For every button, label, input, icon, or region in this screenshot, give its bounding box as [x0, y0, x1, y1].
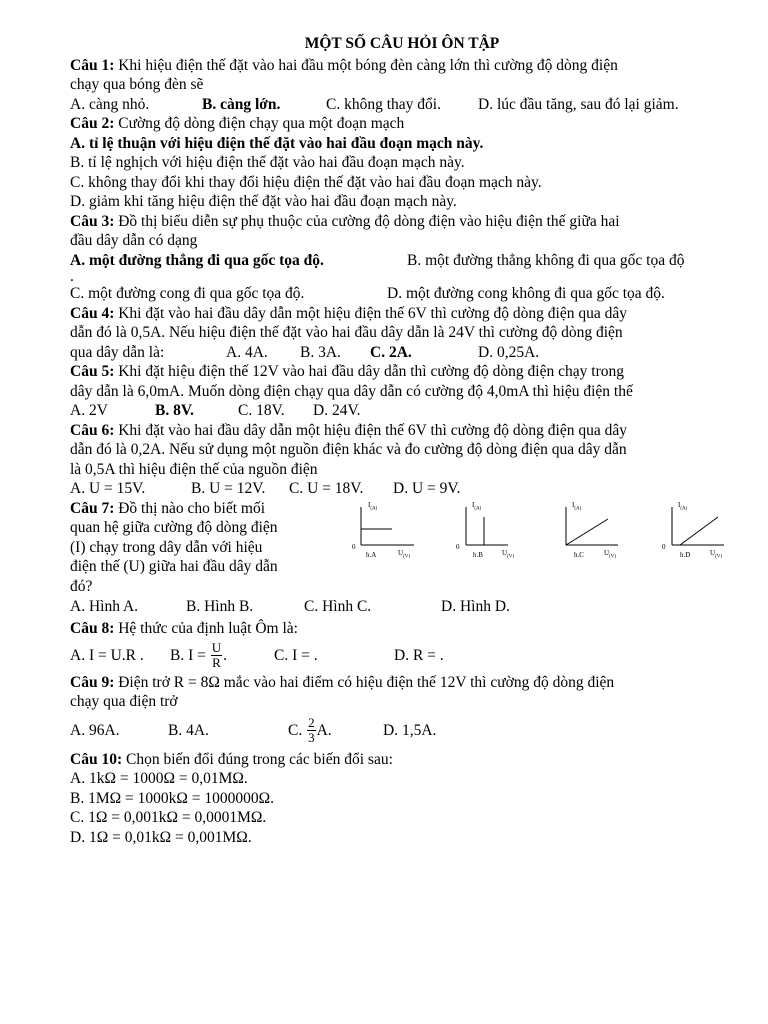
option-b: B. Hình B. [186, 597, 254, 615]
question-text-continued: dẫn đó là 0,5A. Nếu hiệu điện thế đặt vào hai đầu dây dẫn là 24V thì cường độ dòng điện [70, 324, 623, 341]
question-label: Câu 3: [70, 212, 115, 230]
option-c [288, 714, 383, 748]
option-b-suffix: . [223, 646, 228, 664]
option-b: B. 1MΩ = 1000kΩ = 1000000Ω. [70, 789, 275, 807]
question-6 [70, 421, 734, 441]
option-c-prefix: C. [288, 721, 303, 739]
fraction-numerator: 2 [308, 715, 315, 731]
origin-label: 0 [352, 542, 356, 551]
option-d: D. 1,5A. [383, 721, 437, 739]
question-text: Cường độ dòng điện chạy qua một đoạn mạch [114, 115, 405, 132]
graph-line [680, 517, 718, 545]
fraction-two-thirds [307, 716, 316, 745]
option-c: C. 18V. [238, 402, 285, 419]
stray-dot: . [70, 268, 74, 285]
question-text-continued: dẫn đó là 0,2A. Nếu sử dụng một nguồn điện khác và đo cường độ dòng điện qua dây dẫn [70, 441, 627, 458]
graph-caption: h.B [473, 550, 483, 559]
graph-line [566, 519, 608, 545]
question-1 [70, 56, 734, 76]
u-axis-label: $U_{(V)}$ [604, 548, 617, 559]
answer-options [70, 343, 734, 363]
option-a: A. càng nhỏ. [70, 95, 150, 113]
answer-options [70, 597, 734, 617]
question-7-text [70, 499, 322, 597]
option-d: D. U = 9V. [393, 480, 461, 497]
option-c: C. I = . [274, 646, 318, 664]
answer-options [70, 284, 734, 304]
answer-options [70, 95, 734, 115]
i-axis-label: $I_{(A)}$ [572, 500, 582, 511]
question-label: Câu 6: [70, 421, 115, 439]
option-d: D. 1Ω = 0,01kΩ = 0,001MΩ. [70, 828, 252, 846]
origin-label: 0 [456, 542, 460, 551]
answer-options [70, 401, 734, 421]
option-d: D. 24V. [313, 402, 361, 419]
graph-caption: h.D [680, 550, 691, 559]
question-label: Câu 2: [70, 115, 115, 132]
question-text-continued: (I) chạy trong dây dẫn với hiệu [70, 538, 263, 556]
answer-options [70, 251, 734, 271]
i-axis-label: $I_{(A)}$ [368, 500, 378, 511]
option-c: C. U = 18V. [289, 480, 364, 497]
question-text-continued: qua dây dẫn là: [70, 343, 165, 361]
question-label: Câu 4: [70, 304, 115, 322]
option-c: C. không thay đổi khi thay đổi hiệu điện thế đặt vào hai đầu đoạn mạch này. [70, 173, 542, 191]
option-c-suffix: A. [316, 721, 332, 739]
question-8 [70, 619, 734, 639]
fraction-denominator: 3 [308, 730, 315, 746]
graph-caption: h.A [366, 550, 377, 559]
question-text-continued: quan hệ giữa cường độ dòng điện [70, 519, 278, 536]
question-text-continued: đó? [70, 577, 93, 595]
fraction-numerator: U [211, 640, 222, 656]
option-a: A. U = 15V. [70, 480, 146, 497]
option-c: C. 2A. [370, 343, 412, 361]
option-a: A. 2V [70, 402, 108, 419]
option-c: C. không thay đổi. [326, 95, 441, 113]
option-d: D. giảm khi tăng hiệu điện thế đặt vào hai đầu đoạn mạch này. [70, 193, 457, 210]
option-d: D. 0,25A. [478, 343, 540, 361]
document-page [70, 34, 734, 847]
question-text: Khi hiệu điện thế đặt vào hai đầu một bóng đèn càng lớn thì cường độ dòng điện [114, 56, 618, 74]
option-d: D. một đường cong không đi qua gốc tọa độ. [387, 285, 665, 302]
question-text-continued: là 0,5A thì hiệu điện thế của nguồn điện [70, 460, 318, 478]
fraction-u-over-r [211, 641, 222, 670]
option-b: B. 4A. [168, 721, 209, 739]
option-b: B. một đường thẳng không đi qua gốc tọa độ [407, 251, 685, 269]
option-b: B. 8V. [155, 402, 194, 419]
option-b: B. 3A. [300, 343, 341, 361]
answer-options [70, 639, 734, 673]
option-a: A. tỉ lệ thuận với hiệu điện thế đặt vào hai đầu đoạn mạch này. [70, 134, 484, 152]
question-label: Câu 1: [70, 56, 115, 74]
document-title: MỘT SỐ CÂU HỎI ÔN TẬP [304, 35, 500, 52]
option-b: B. U = 12V. [191, 480, 266, 497]
option-d: D. R = . [394, 646, 444, 664]
option-d: D. Hình D. [441, 597, 510, 615]
graph-figures [352, 500, 742, 573]
fraction-denominator: R [212, 655, 221, 671]
graph-caption: h.C [574, 550, 584, 559]
question-text: Hệ thức của định luật Ôm là: [114, 620, 298, 637]
option-a: A. 4A. [226, 343, 268, 361]
question-text-continued: điện thế (U) giữa hai đầu dây dẫn [70, 558, 278, 575]
question-label: Câu 9: [70, 673, 115, 691]
question-text: Đồ thị nào cho biết mối [114, 499, 266, 517]
answer-options [70, 714, 734, 748]
question-text-continued: chạy qua điện trở [70, 693, 178, 710]
answer-options [70, 479, 734, 499]
question-text-continued: dây dẫn là 6,0mA. Muốn dòng điện chạy qua dây dẫn có cường độ 4,0mA thì hiệu điện thế [70, 382, 633, 400]
option-a: A. 1kΩ = 1000Ω = 0,01MΩ. [70, 770, 248, 787]
option-a: A. một đường thẳng đi qua gốc tọa độ. [70, 251, 324, 269]
question-9 [70, 673, 734, 693]
question-7 [70, 499, 734, 597]
option-a: A. Hình A. [70, 597, 139, 615]
graph-c-plot [556, 500, 626, 553]
question-10 [70, 750, 734, 770]
i-axis-label: $I_{(A)}$ [472, 500, 482, 511]
option-b-prefix: B. I = [170, 646, 206, 664]
question-5 [70, 362, 734, 382]
question-text: Khi đặt vào hai đầu dây dẫn một hiệu điện thế 6V thì cường độ dòng điện qua dây [114, 421, 627, 439]
question-label: Câu 8: [70, 620, 115, 637]
option-b: B. tỉ lệ nghịch với hiệu điện thế đặt vào hai đầu đoạn mạch này. [70, 154, 465, 171]
question-text: Khi đặt vào hai đầu dây dẫn một hiệu điện thế 6V thì cường độ dòng điện qua dây [114, 304, 627, 322]
graph-b-plot [456, 500, 526, 553]
option-c: C. 1Ω = 0,001kΩ = 0,0001MΩ. [70, 809, 267, 826]
option-b [170, 639, 274, 673]
question-label: Câu 10: [70, 750, 123, 768]
u-axis-label: $U_{(V)}$ [710, 548, 723, 559]
question-text-continued: chạy qua bóng đèn sẽ [70, 76, 204, 93]
graph-a [352, 500, 432, 569]
question-2 [70, 114, 734, 134]
question-label: Câu 7: [70, 499, 115, 517]
i-axis-label: $I_{(A)}$ [678, 500, 688, 511]
option-d: D. lúc đầu tăng, sau đó lại giảm. [478, 95, 679, 113]
question-text: Khi đặt hiệu điện thế 12V vào hai đầu dây dẫn thì cường độ dòng điện chạy trong [114, 363, 624, 380]
question-text: Đồ thị biểu diễn sự phụ thuộc của cường độ dòng điện vào hiệu điện thế giữa hai [114, 212, 620, 230]
question-text: Chọn biến đổi đúng trong các biến đổi sau: [122, 750, 393, 768]
graph-d [662, 500, 742, 569]
graph-d-plot [662, 500, 732, 553]
option-c: C. một đường cong đi qua gốc tọa độ. [70, 285, 305, 302]
option-b: B. càng lớn. [202, 95, 281, 113]
graph-a-plot [352, 500, 422, 553]
question-text-continued: đầu dây dẫn có dạng [70, 232, 198, 249]
option-c: C. Hình C. [304, 597, 372, 615]
option-a: A. I = U.R . [70, 646, 144, 664]
origin-label: 0 [662, 542, 666, 551]
u-axis-label: $U_{(V)}$ [502, 548, 515, 559]
question-4 [70, 304, 734, 324]
u-axis-label: $U_{(V)}$ [398, 548, 411, 559]
question-3 [70, 212, 734, 232]
option-a: A. 96A. [70, 721, 120, 739]
question-label: Câu 5: [70, 363, 115, 380]
graph-b [456, 500, 536, 569]
question-text: Điện trở R = 8Ω mắc vào hai điểm có hiệu điện thế 12V thì cường độ dòng điện [114, 673, 615, 691]
graph-c [556, 500, 636, 569]
